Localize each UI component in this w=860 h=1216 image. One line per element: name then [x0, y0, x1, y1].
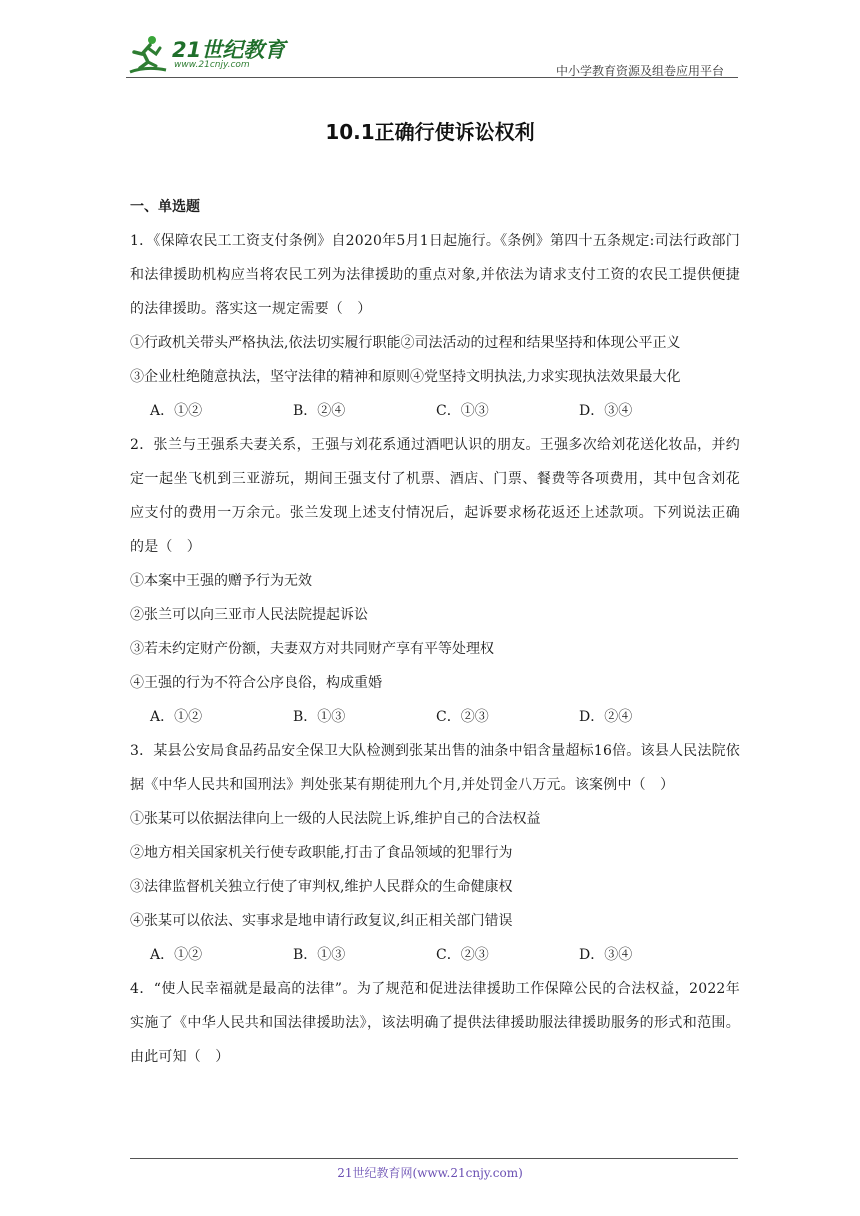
statement: ①本案中王强的赠予行为无效 — [130, 573, 312, 589]
statement: ①行政机关带头严格执法,依法切实履行职能②司法活动的过程和结果坚持和体现公平正义 — [130, 335, 681, 351]
choice-d[interactable]: D．③④ — [579, 947, 633, 963]
question-3 — [130, 734, 740, 972]
question-4 — [130, 972, 740, 1074]
statement: ③若未约定财产份额，夫妻双方对共同财产享有平等处理权 — [130, 641, 494, 657]
page-title: 10.1正确行使诉讼权利 — [325, 120, 535, 144]
site-logo[interactable] — [126, 32, 296, 76]
choice-d[interactable]: D．②④ — [579, 709, 633, 725]
answer-choices — [130, 938, 740, 972]
question-stem: 4．“使人民幸福就是最高的法律”。为了规范和促进法律援助工作保障公民的合法权益，2022年实施了《中华人民共和国法律援助法》，该法明确了提供法律援助服法律援助服务的形式和范围。由此可知（ ） — [130, 981, 740, 1065]
page-header — [126, 28, 738, 78]
statement: ④王强的行为不符合公序良俗，构成重婚 — [130, 675, 382, 691]
choice-b[interactable]: B．②④ — [293, 403, 346, 419]
answer-choices — [130, 394, 740, 428]
footer-link[interactable]: 21世纪教育网(www.21cnjy.com) — [337, 1166, 523, 1180]
choice-b[interactable]: B．①③ — [293, 709, 346, 725]
statement: ③企业杜绝随意执法，坚守法律的精神和原则④党坚持文明执法,力求实现执法效果最大化 — [130, 369, 681, 385]
question-stem: 3．某县公安局食品药品安全保卫大队检测到张某出售的油条中铝含量超标16倍。该县人民法院依据《中华人民共和国刑法》判处张某有期徒刑九个月,并处罚金八万元。该案例中（ ） — [130, 743, 740, 793]
question-stem: 2．张兰与王强系夫妻关系，王强与刘花系通过酒吧认识的朋友。王强多次给刘花送化妆品，并约定一起坐飞机到三亚游玩，期间王强支付了机票、酒店、门票、餐费等各项费用，其中包含刘花应支付的费用一万余元。张兰发现上述支付情况后，起诉要求杨花返还上述款项。下列说法正确的是（ ） — [130, 437, 740, 555]
header-divider — [126, 77, 738, 78]
answer-choices — [130, 700, 740, 734]
statement: ②地方相关国家机关行使专政职能,打击了食品领域的犯罪行为 — [130, 845, 513, 861]
question-2 — [130, 428, 740, 734]
question-1 — [130, 224, 740, 428]
choice-d[interactable]: D．③④ — [579, 403, 633, 419]
statement: ④张某可以依法、实事求是地申请行政复议,纠正相关部门错误 — [130, 913, 513, 929]
statement: ①张某可以依据法律向上一级的人民法院上诉,维护自己的合法权益 — [130, 811, 541, 827]
choice-a[interactable]: A．①② — [150, 403, 203, 419]
choice-b[interactable]: B．①③ — [293, 947, 346, 963]
choice-c[interactable]: C．①③ — [436, 403, 489, 419]
choice-a[interactable]: A．①② — [150, 709, 203, 725]
section-heading: 一、单选题 — [130, 199, 200, 215]
statement: ③法律监督机关独立行使了审判权,维护人民群众的生命健康权 — [130, 879, 513, 895]
logo-text: 21世纪教育 — [172, 38, 286, 62]
document-body — [130, 196, 740, 1074]
statement: ②张兰可以向三亚市人民法院提起诉讼 — [130, 607, 368, 623]
logo-url: www.21cnjy.com — [174, 60, 250, 70]
choice-a[interactable]: A．①② — [150, 947, 203, 963]
platform-name: 中小学教育资源及组卷应用平台 — [555, 64, 724, 78]
footer-divider — [130, 1158, 738, 1159]
question-stem: 1．《保障农民工工资支付条例》自2020年5月1日起施行。《条例》第四十五条规定:司法行政部门和法律援助机构应当将农民工列为法律援助的重点对象,并依法为请求支付工资的农民工提供便捷的法律援助。落实这一规定需要（ ） — [130, 233, 740, 317]
choice-c[interactable]: C．②③ — [436, 947, 489, 963]
runner-logo-icon — [126, 32, 170, 76]
choice-c[interactable]: C．②③ — [436, 709, 489, 725]
